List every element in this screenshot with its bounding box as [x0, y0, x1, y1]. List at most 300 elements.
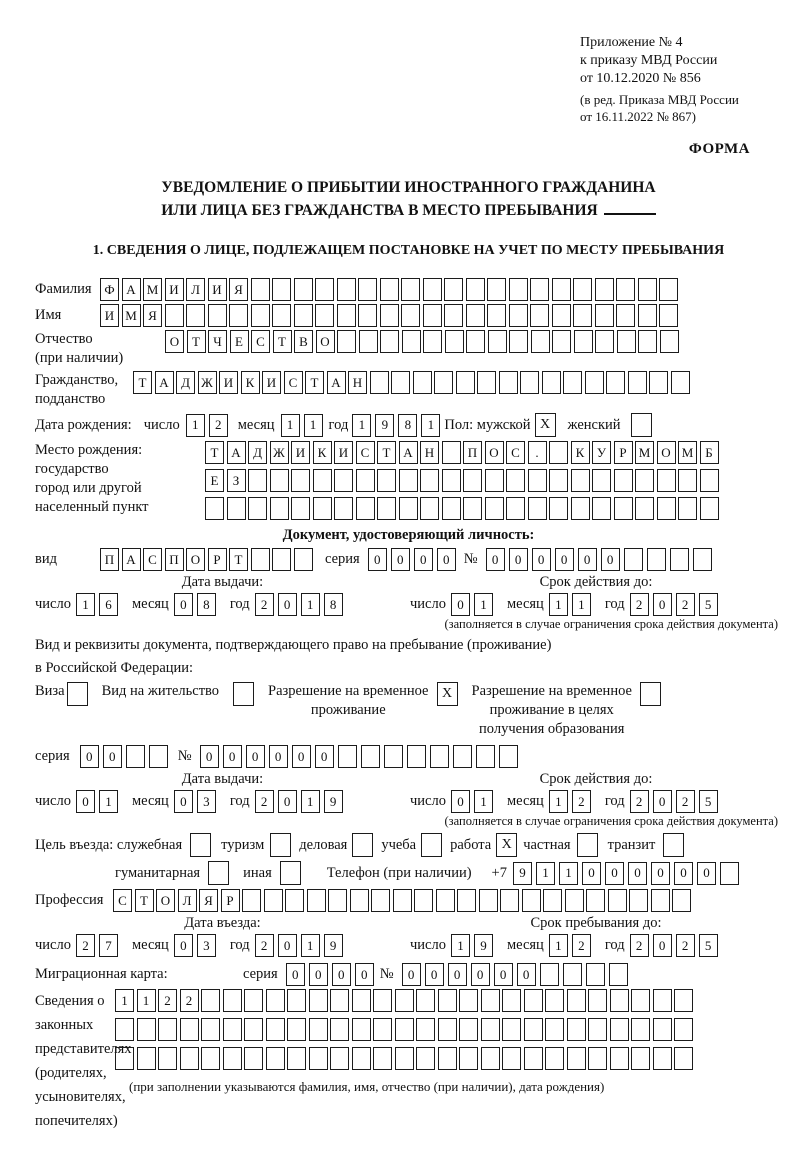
char-cell[interactable]: И	[219, 371, 238, 394]
char-cell[interactable]	[549, 497, 568, 520]
char-cell[interactable]: М	[678, 441, 697, 464]
char-cell[interactable]	[466, 304, 485, 327]
char-cell[interactable]: 0	[315, 745, 334, 768]
char-cell[interactable]: Н	[348, 371, 367, 394]
char-cell[interactable]	[442, 441, 461, 464]
char-cell[interactable]	[545, 989, 564, 1012]
char-cell[interactable]	[520, 371, 539, 394]
char-cell[interactable]: 0	[448, 963, 467, 986]
char-cell[interactable]: 2	[676, 790, 695, 813]
char-cell[interactable]	[456, 371, 475, 394]
char-cell[interactable]	[635, 497, 654, 520]
char-cell[interactable]	[380, 330, 399, 353]
char-cell[interactable]: 3	[197, 934, 216, 957]
char-cell[interactable]	[617, 330, 636, 353]
char-cell[interactable]: У	[592, 441, 611, 464]
purpose-tourism-checkbox[interactable]	[270, 833, 291, 857]
char-cell[interactable]: 0	[391, 548, 410, 571]
char-cell[interactable]	[201, 989, 220, 1012]
char-cell[interactable]: И	[262, 371, 281, 394]
char-cell[interactable]	[309, 989, 328, 1012]
purpose-study-checkbox[interactable]	[421, 833, 442, 857]
char-cell[interactable]: 1	[186, 414, 205, 437]
birth-month-field[interactable]	[281, 414, 327, 437]
char-cell[interactable]	[445, 330, 464, 353]
char-cell[interactable]	[115, 1047, 134, 1070]
permit-number-field[interactable]	[200, 745, 522, 768]
char-cell[interactable]	[423, 278, 442, 301]
char-cell[interactable]	[678, 497, 697, 520]
char-cell[interactable]: 0	[653, 790, 672, 813]
char-cell[interactable]	[542, 371, 561, 394]
char-cell[interactable]: Т	[305, 371, 324, 394]
birth-year-field[interactable]	[352, 414, 444, 437]
char-cell[interactable]	[595, 304, 614, 327]
legal-field-2[interactable]	[115, 1018, 696, 1041]
char-cell[interactable]: 0	[425, 963, 444, 986]
char-cell[interactable]	[291, 469, 310, 492]
char-cell[interactable]	[430, 745, 449, 768]
char-cell[interactable]	[481, 1047, 500, 1070]
char-cell[interactable]: 0	[486, 548, 505, 571]
char-cell[interactable]	[530, 278, 549, 301]
char-cell[interactable]: О	[165, 330, 184, 353]
char-cell[interactable]	[201, 1018, 220, 1041]
birth-place-field-2[interactable]	[205, 469, 721, 492]
char-cell[interactable]: М	[143, 278, 162, 301]
char-cell[interactable]: 1	[536, 862, 555, 885]
char-cell[interactable]	[585, 371, 604, 394]
char-cell[interactable]: М	[635, 441, 654, 464]
char-cell[interactable]	[158, 1047, 177, 1070]
legal-field-3[interactable]	[115, 1047, 696, 1070]
char-cell[interactable]: 1	[559, 862, 578, 885]
char-cell[interactable]: Р	[221, 889, 240, 912]
char-cell[interactable]	[266, 1018, 285, 1041]
doc-issue-day-field[interactable]	[76, 593, 122, 616]
char-cell[interactable]	[356, 497, 375, 520]
birth-place-field-3[interactable]	[205, 497, 721, 520]
char-cell[interactable]	[205, 497, 224, 520]
char-cell[interactable]: 0	[309, 963, 328, 986]
char-cell[interactable]: 0	[653, 593, 672, 616]
char-cell[interactable]	[466, 330, 485, 353]
char-cell[interactable]: А	[155, 371, 174, 394]
char-cell[interactable]	[573, 278, 592, 301]
char-cell[interactable]: 2	[255, 790, 274, 813]
char-cell[interactable]	[499, 745, 518, 768]
char-cell[interactable]: 0	[174, 934, 193, 957]
char-cell[interactable]	[229, 304, 248, 327]
char-cell[interactable]: Я	[229, 278, 248, 301]
char-cell[interactable]	[635, 469, 654, 492]
char-cell[interactable]	[334, 497, 353, 520]
char-cell[interactable]: 9	[324, 934, 343, 957]
char-cell[interactable]	[337, 304, 356, 327]
char-cell[interactable]	[393, 889, 412, 912]
char-cell[interactable]	[115, 1018, 134, 1041]
char-cell[interactable]: 7	[99, 934, 118, 957]
char-cell[interactable]	[137, 1047, 156, 1070]
char-cell[interactable]: Т	[273, 330, 292, 353]
char-cell[interactable]	[242, 889, 261, 912]
char-cell[interactable]	[649, 371, 668, 394]
char-cell[interactable]: И	[165, 278, 184, 301]
char-cell[interactable]: 2	[76, 934, 95, 957]
char-cell[interactable]	[528, 469, 547, 492]
char-cell[interactable]	[524, 1018, 543, 1041]
char-cell[interactable]	[571, 469, 590, 492]
char-cell[interactable]: Т	[187, 330, 206, 353]
char-cell[interactable]	[530, 304, 549, 327]
char-cell[interactable]: 2	[255, 593, 274, 616]
char-cell[interactable]: А	[327, 371, 346, 394]
purpose-official-checkbox[interactable]	[190, 833, 211, 857]
char-cell[interactable]	[377, 497, 396, 520]
permit-issue-day-field[interactable]	[76, 790, 122, 813]
char-cell[interactable]: И	[100, 304, 119, 327]
char-cell[interactable]	[244, 989, 263, 1012]
char-cell[interactable]	[294, 548, 313, 571]
char-cell[interactable]	[647, 548, 666, 571]
char-cell[interactable]: 0	[174, 593, 193, 616]
char-cell[interactable]: 0	[601, 548, 620, 571]
char-cell[interactable]	[395, 1018, 414, 1041]
char-cell[interactable]	[509, 278, 528, 301]
char-cell[interactable]	[608, 889, 627, 912]
char-cell[interactable]: 1	[549, 790, 568, 813]
char-cell[interactable]	[638, 330, 657, 353]
visa-checkbox[interactable]	[67, 682, 88, 706]
char-cell[interactable]: 0	[278, 934, 297, 957]
char-cell[interactable]	[413, 371, 432, 394]
char-cell[interactable]	[361, 745, 380, 768]
char-cell[interactable]	[610, 1047, 629, 1070]
permit-valid-month-field[interactable]	[549, 790, 595, 813]
char-cell[interactable]	[545, 1047, 564, 1070]
char-cell[interactable]	[407, 745, 426, 768]
char-cell[interactable]: Т	[135, 889, 154, 912]
char-cell[interactable]	[285, 889, 304, 912]
char-cell[interactable]	[674, 1047, 693, 1070]
char-cell[interactable]	[338, 745, 357, 768]
citizenship-field[interactable]	[133, 371, 692, 394]
char-cell[interactable]	[401, 278, 420, 301]
char-cell[interactable]	[165, 304, 184, 327]
stay-day-field[interactable]	[451, 934, 497, 957]
char-cell[interactable]	[442, 497, 461, 520]
char-cell[interactable]	[610, 1018, 629, 1041]
doc-series-field[interactable]	[368, 548, 460, 571]
char-cell[interactable]: Л	[186, 278, 205, 301]
purpose-humanitarian-checkbox[interactable]	[208, 861, 229, 885]
char-cell[interactable]	[567, 1018, 586, 1041]
char-cell[interactable]	[463, 469, 482, 492]
char-cell[interactable]	[251, 548, 270, 571]
char-cell[interactable]: 5	[699, 790, 718, 813]
char-cell[interactable]: 1	[352, 414, 371, 437]
char-cell[interactable]	[629, 889, 648, 912]
char-cell[interactable]	[420, 469, 439, 492]
char-cell[interactable]	[272, 548, 291, 571]
char-cell[interactable]: 9	[513, 862, 532, 885]
char-cell[interactable]: 5	[699, 934, 718, 957]
char-cell[interactable]	[481, 989, 500, 1012]
char-cell[interactable]: 2	[572, 790, 591, 813]
char-cell[interactable]: Б	[700, 441, 719, 464]
char-cell[interactable]	[574, 330, 593, 353]
char-cell[interactable]	[567, 1047, 586, 1070]
char-cell[interactable]: 3	[197, 790, 216, 813]
char-cell[interactable]	[567, 989, 586, 1012]
char-cell[interactable]	[334, 469, 353, 492]
char-cell[interactable]	[476, 745, 495, 768]
char-cell[interactable]	[693, 548, 712, 571]
doc-number-field[interactable]	[486, 548, 716, 571]
char-cell[interactable]	[506, 497, 525, 520]
char-cell[interactable]: Т	[133, 371, 152, 394]
permit-issue-month-field[interactable]	[174, 790, 220, 813]
char-cell[interactable]: 0	[174, 790, 193, 813]
char-cell[interactable]	[592, 469, 611, 492]
char-cell[interactable]	[674, 1018, 693, 1041]
char-cell[interactable]	[358, 278, 377, 301]
char-cell[interactable]	[509, 330, 528, 353]
char-cell[interactable]	[309, 1018, 328, 1041]
char-cell[interactable]	[720, 862, 739, 885]
char-cell[interactable]	[434, 371, 453, 394]
char-cell[interactable]: О	[316, 330, 335, 353]
char-cell[interactable]	[416, 1018, 435, 1041]
char-cell[interactable]: С	[143, 548, 162, 571]
char-cell[interactable]	[248, 469, 267, 492]
stay-year-field[interactable]	[630, 934, 722, 957]
char-cell[interactable]	[307, 889, 326, 912]
sex-male-checkbox[interactable]: X	[535, 413, 556, 437]
char-cell[interactable]: Е	[230, 330, 249, 353]
char-cell[interactable]: 2	[676, 934, 695, 957]
phone-field[interactable]	[513, 862, 743, 885]
char-cell[interactable]	[678, 469, 697, 492]
char-cell[interactable]: 0	[451, 593, 470, 616]
purpose-business-checkbox[interactable]	[352, 833, 373, 857]
purpose-private-checkbox[interactable]	[577, 833, 598, 857]
char-cell[interactable]	[272, 278, 291, 301]
char-cell[interactable]: 5	[699, 593, 718, 616]
char-cell[interactable]: 1	[474, 790, 493, 813]
char-cell[interactable]	[330, 989, 349, 1012]
char-cell[interactable]: 1	[549, 934, 568, 957]
doc-valid-day-field[interactable]	[451, 593, 497, 616]
char-cell[interactable]	[126, 745, 145, 768]
char-cell[interactable]: 1	[451, 934, 470, 957]
profession-field[interactable]	[113, 889, 694, 912]
char-cell[interactable]: 1	[76, 593, 95, 616]
char-cell[interactable]	[270, 497, 289, 520]
char-cell[interactable]	[264, 889, 283, 912]
char-cell[interactable]	[502, 1018, 521, 1041]
char-cell[interactable]	[588, 989, 607, 1012]
doc-valid-month-field[interactable]	[549, 593, 595, 616]
char-cell[interactable]	[294, 304, 313, 327]
char-cell[interactable]	[309, 1047, 328, 1070]
char-cell[interactable]	[208, 304, 227, 327]
char-cell[interactable]	[399, 469, 418, 492]
char-cell[interactable]: 0	[517, 963, 536, 986]
char-cell[interactable]	[631, 1047, 650, 1070]
char-cell[interactable]	[352, 1018, 371, 1041]
char-cell[interactable]	[502, 1047, 521, 1070]
char-cell[interactable]	[227, 497, 246, 520]
char-cell[interactable]: Т	[205, 441, 224, 464]
char-cell[interactable]: Д	[248, 441, 267, 464]
char-cell[interactable]	[609, 963, 628, 986]
char-cell[interactable]: 0	[414, 548, 433, 571]
char-cell[interactable]: З	[227, 469, 246, 492]
entry-year-field[interactable]	[255, 934, 347, 957]
char-cell[interactable]: В	[294, 330, 313, 353]
char-cell[interactable]	[565, 889, 584, 912]
char-cell[interactable]: К	[313, 441, 332, 464]
char-cell[interactable]	[653, 1018, 672, 1041]
char-cell[interactable]: 0	[653, 934, 672, 957]
char-cell[interactable]: 0	[555, 548, 574, 571]
char-cell[interactable]: 0	[494, 963, 513, 986]
char-cell[interactable]: Т	[377, 441, 396, 464]
char-cell[interactable]: С	[251, 330, 270, 353]
doc-kind-field[interactable]	[100, 548, 315, 571]
char-cell[interactable]: 1	[301, 790, 320, 813]
purpose-other-checkbox[interactable]	[280, 861, 301, 885]
char-cell[interactable]	[477, 371, 496, 394]
char-cell[interactable]: Е	[205, 469, 224, 492]
char-cell[interactable]	[371, 889, 390, 912]
char-cell[interactable]	[330, 1018, 349, 1041]
char-cell[interactable]: 0	[278, 593, 297, 616]
birth-day-field[interactable]	[186, 414, 232, 437]
char-cell[interactable]	[287, 989, 306, 1012]
char-cell[interactable]	[352, 1047, 371, 1070]
stay-month-field[interactable]	[549, 934, 595, 957]
char-cell[interactable]: .	[528, 441, 547, 464]
char-cell[interactable]: 0	[223, 745, 242, 768]
char-cell[interactable]	[436, 889, 455, 912]
char-cell[interactable]	[672, 889, 691, 912]
char-cell[interactable]	[459, 1047, 478, 1070]
char-cell[interactable]: 0	[278, 790, 297, 813]
char-cell[interactable]	[671, 371, 690, 394]
char-cell[interactable]: 0	[437, 548, 456, 571]
name-field[interactable]	[100, 304, 681, 327]
char-cell[interactable]	[352, 989, 371, 1012]
char-cell[interactable]	[545, 1018, 564, 1041]
char-cell[interactable]: А	[227, 441, 246, 464]
purpose-work-checkbox[interactable]: X	[496, 833, 517, 857]
char-cell[interactable]	[186, 304, 205, 327]
char-cell[interactable]: Я	[199, 889, 218, 912]
sex-female-checkbox[interactable]	[631, 413, 652, 437]
patronymic-field[interactable]	[165, 330, 681, 353]
char-cell[interactable]: 0	[697, 862, 716, 885]
permit-valid-year-field[interactable]	[630, 790, 722, 813]
char-cell[interactable]: 0	[246, 745, 265, 768]
char-cell[interactable]: И	[291, 441, 310, 464]
entry-day-field[interactable]	[76, 934, 122, 957]
char-cell[interactable]	[180, 1047, 199, 1070]
char-cell[interactable]: 0	[578, 548, 597, 571]
char-cell[interactable]	[266, 989, 285, 1012]
char-cell[interactable]	[586, 889, 605, 912]
char-cell[interactable]: И	[334, 441, 353, 464]
char-cell[interactable]	[457, 889, 476, 912]
char-cell[interactable]	[657, 469, 676, 492]
char-cell[interactable]	[531, 330, 550, 353]
char-cell[interactable]: О	[186, 548, 205, 571]
char-cell[interactable]	[248, 497, 267, 520]
char-cell[interactable]	[631, 989, 650, 1012]
char-cell[interactable]	[614, 469, 633, 492]
char-cell[interactable]: Я	[143, 304, 162, 327]
char-cell[interactable]	[506, 469, 525, 492]
char-cell[interactable]	[244, 1047, 263, 1070]
char-cell[interactable]: 2	[180, 989, 199, 1012]
char-cell[interactable]: 1	[304, 414, 323, 437]
char-cell[interactable]: 8	[197, 593, 216, 616]
char-cell[interactable]	[444, 278, 463, 301]
char-cell[interactable]	[137, 1018, 156, 1041]
char-cell[interactable]	[552, 330, 571, 353]
char-cell[interactable]	[423, 330, 442, 353]
char-cell[interactable]	[653, 1047, 672, 1070]
char-cell[interactable]	[563, 371, 582, 394]
char-cell[interactable]	[485, 497, 504, 520]
char-cell[interactable]	[395, 989, 414, 1012]
char-cell[interactable]	[588, 1047, 607, 1070]
char-cell[interactable]	[616, 304, 635, 327]
char-cell[interactable]: П	[100, 548, 119, 571]
char-cell[interactable]	[700, 497, 719, 520]
permit-issue-year-field[interactable]	[255, 790, 347, 813]
permit-series-field[interactable]	[80, 745, 172, 768]
char-cell[interactable]	[502, 989, 521, 1012]
char-cell[interactable]	[384, 745, 403, 768]
char-cell[interactable]	[543, 889, 562, 912]
char-cell[interactable]	[624, 548, 643, 571]
char-cell[interactable]	[337, 278, 356, 301]
permit-valid-day-field[interactable]	[451, 790, 497, 813]
char-cell[interactable]: 1	[474, 593, 493, 616]
char-cell[interactable]	[291, 497, 310, 520]
char-cell[interactable]: 1	[549, 593, 568, 616]
char-cell[interactable]: О	[156, 889, 175, 912]
char-cell[interactable]: И	[208, 278, 227, 301]
char-cell[interactable]	[588, 1018, 607, 1041]
char-cell[interactable]	[524, 989, 543, 1012]
char-cell[interactable]	[287, 1018, 306, 1041]
char-cell[interactable]: 0	[651, 862, 670, 885]
char-cell[interactable]: 0	[628, 862, 647, 885]
char-cell[interactable]	[402, 330, 421, 353]
char-cell[interactable]	[573, 304, 592, 327]
char-cell[interactable]	[391, 371, 410, 394]
doc-issue-year-field[interactable]	[255, 593, 347, 616]
char-cell[interactable]: 0	[332, 963, 351, 986]
doc-issue-month-field[interactable]	[174, 593, 220, 616]
char-cell[interactable]: 2	[630, 593, 649, 616]
char-cell[interactable]	[487, 278, 506, 301]
char-cell[interactable]	[377, 469, 396, 492]
char-cell[interactable]	[552, 304, 571, 327]
